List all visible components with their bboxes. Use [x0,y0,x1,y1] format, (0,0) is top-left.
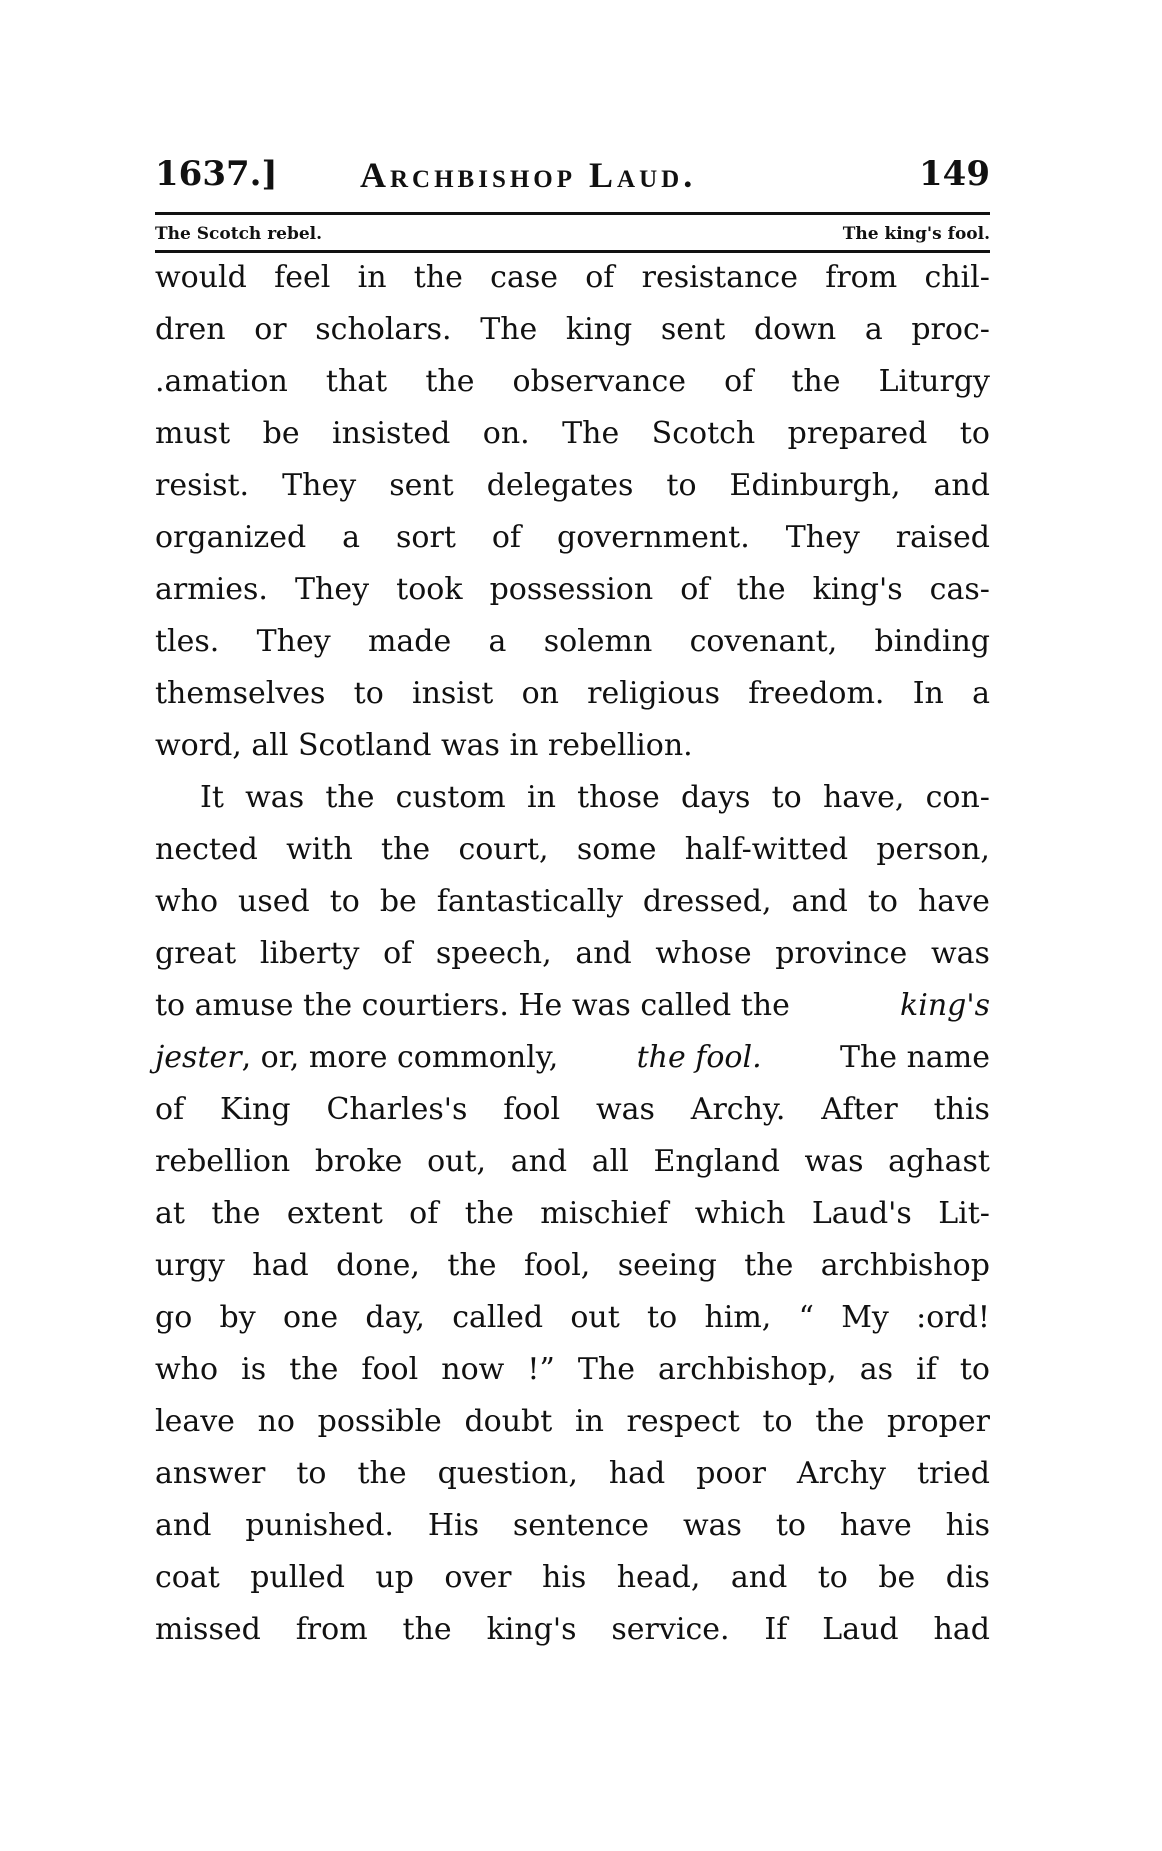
word: They [282,468,357,503]
word: England [653,1144,780,1179]
word: Liturgy [878,364,990,399]
word: his [945,1508,990,1543]
text-line [155,304,990,356]
word: in [357,260,387,295]
text-line [155,1240,990,1292]
text-line [155,1032,990,1084]
word: scholars. [315,312,452,347]
text-line [155,1188,990,1240]
text-line [155,356,990,408]
word: tried [916,1456,990,1491]
word: a [864,312,883,347]
word: up [375,1560,414,1595]
word: is [241,1352,267,1387]
word: by [219,1300,256,1335]
word: day, [365,1300,425,1335]
word: coat [155,1560,220,1595]
word: those [577,780,660,815]
word: person, [876,832,990,867]
word: religious [587,676,721,711]
paragraph-2 [155,772,990,1656]
word: with [286,832,353,867]
word: sent [389,468,454,503]
text-line [155,668,990,720]
word: con- [925,780,990,815]
paragraph-1 [155,252,990,772]
word: to [771,780,802,815]
word: case [490,260,558,295]
word: had [933,1612,990,1647]
word: to [775,1508,806,1543]
word: !” [527,1352,555,1387]
word: mischief [540,1196,669,1231]
word: prepared [787,416,928,451]
word: They [295,572,370,607]
word: fool [503,1092,561,1127]
word: and [791,884,848,919]
word: The [577,1352,635,1387]
text-line [155,564,990,616]
side-head-left: The Scotch rebel. [155,224,323,244]
word: king's [812,572,903,607]
body-text [155,252,990,1656]
word: court, [458,832,549,867]
word: proc- [911,312,990,347]
word: sort [396,520,456,555]
text-line [155,1448,990,1500]
text-line: word, all Scotland was in rebellion. [155,728,693,763]
word: of [409,1196,439,1231]
word: tles. [155,624,220,659]
word: have, [822,780,905,815]
word: liberty [259,936,360,971]
word: covenant, [689,624,838,659]
header-rule-top [155,212,990,215]
word: used [238,884,310,919]
word: in [574,1404,604,1439]
word: had [608,1456,666,1491]
word: They [785,520,860,555]
page-number: 149 [919,154,990,194]
word: Edinburgh, [729,468,901,503]
word: sentence [512,1508,650,1543]
text-line [155,460,990,512]
word: doubt [464,1404,553,1439]
word: the [791,364,841,399]
word: sent [660,312,726,347]
word: go [155,1300,193,1335]
word: was [682,1508,742,1543]
word: custom [395,780,506,815]
word: this [933,1092,990,1127]
word: “ [798,1300,814,1335]
word: nected [155,832,258,867]
word: in [526,780,556,815]
word: cas- [929,572,990,607]
word: poor [696,1456,766,1491]
word: Archy [796,1456,886,1491]
word: the [736,572,786,607]
word: would [155,260,247,295]
word: respect [626,1404,740,1439]
word: question, [437,1456,578,1491]
word: Laud's [811,1196,912,1231]
word: king [565,312,633,347]
word: one [282,1300,339,1335]
word: the [413,260,463,295]
text-line [155,616,990,668]
text-segment: to amuse the courtiers. He was called the [155,988,790,1023]
word: on. [482,416,530,451]
side-heads [155,222,990,250]
word: missed [155,1612,261,1647]
word: of [155,1092,185,1127]
word: dis [945,1560,990,1595]
word: have [839,1508,912,1543]
word: the [815,1404,865,1439]
word: the [447,1248,497,1283]
word: out [570,1300,620,1335]
word: armies. [155,572,268,607]
word: to [353,676,384,711]
word: no [257,1404,295,1439]
word: of [585,260,615,295]
word: resist. [155,468,250,503]
word: Charles's [326,1092,468,1127]
word: The [562,416,620,451]
word: delegates [486,468,634,503]
word: fool, [523,1248,591,1283]
text-line [155,1084,990,1136]
word: government. [557,520,750,555]
text-line [155,1292,990,1344]
running-head-year: 1637.] [155,154,278,194]
text-line [155,1396,990,1448]
word: as [859,1352,894,1387]
word: on [521,676,559,711]
word: him, [704,1300,772,1335]
word: feel [274,260,331,295]
word: possession [489,572,654,607]
word: called [452,1300,544,1335]
word: that [325,364,388,399]
word: have [917,884,990,919]
word: aghast [888,1144,990,1179]
word: and [730,1560,788,1595]
word: if [916,1352,937,1387]
word: the [402,1612,452,1647]
word: was [804,1144,864,1179]
running-head [155,152,990,202]
word: Scotch [651,416,756,451]
word: the [325,780,375,815]
text-segment-italic: king's [900,988,990,1023]
text-line [155,980,990,1032]
word: Archy. [690,1092,786,1127]
word: head, [616,1560,701,1595]
word: the [211,1196,261,1231]
word: the [381,832,431,867]
word: King [220,1092,291,1127]
word: was [930,936,990,971]
word: made [367,624,452,659]
word: to [867,884,898,919]
word: .amation [155,364,288,399]
word: His [427,1508,480,1543]
word: leave [155,1404,235,1439]
word: of [680,572,710,607]
word: days [680,780,751,815]
word: possible [317,1404,442,1439]
word: the [464,1196,514,1231]
word: organized [155,520,307,555]
word: of [491,520,522,555]
word: binding [874,624,990,659]
word: archbishop, [658,1352,837,1387]
word: raised [895,520,990,555]
word: some [576,832,657,867]
running-head-title: Archbishop Laud. [360,155,697,195]
word: and [933,468,990,503]
word: :ord! [916,1300,990,1335]
word: and [575,936,632,971]
word: to [666,468,697,503]
word: province [775,936,908,971]
word: freedom. [748,676,885,711]
word: of [724,364,754,399]
word: to [959,1352,990,1387]
word: was [245,780,305,815]
word: to [296,1456,327,1491]
word: whose [655,936,752,971]
word: fool [361,1352,419,1387]
word: resistance [641,260,798,295]
text-line [155,1552,990,1604]
word: done, [336,1248,420,1283]
word: half-witted [684,832,849,867]
word: insisted [332,416,451,451]
word: insist [411,676,494,711]
text-line [155,1604,990,1656]
text-line [155,408,990,460]
word: the [357,1456,407,1491]
word: solemn [543,624,653,659]
text-line [155,512,990,564]
word: great [155,936,237,971]
word: which [694,1196,786,1231]
word: took [396,572,463,607]
text-line [155,1344,990,1396]
word: chil- [924,260,990,295]
word: observance [512,364,687,399]
word: and [510,1144,568,1179]
word: After [821,1092,898,1127]
word: be [379,884,417,919]
word: to [762,1404,793,1439]
word: They [256,624,331,659]
word: the [744,1248,794,1283]
word: speech, [435,936,552,971]
word: was [595,1092,655,1127]
word: In [912,676,944,711]
word: Laud [822,1612,899,1647]
word: The [480,312,538,347]
word: fantastically [436,884,623,919]
word: archbishop [820,1248,990,1283]
word: who [155,884,219,919]
word: urgy [155,1248,225,1283]
word: a [972,676,990,711]
word: all [591,1144,629,1179]
word: now [441,1352,505,1387]
word: over [444,1560,512,1595]
text-line [155,928,990,980]
word: rebellion [155,1144,291,1179]
word: out, [427,1144,487,1179]
word: of [383,936,413,971]
word: punished. [245,1508,394,1543]
word: be [262,416,300,451]
word: who [155,1352,219,1387]
text-line [155,1136,990,1188]
text-line [155,252,990,304]
word: pulled [250,1560,345,1595]
text-line [155,1500,990,1552]
word: at [155,1196,185,1231]
text-segment-italic: the fool. [636,1040,762,1075]
word: seeing [617,1248,717,1283]
text-line [155,876,990,928]
word: down [753,312,837,347]
word: themselves [155,676,326,711]
text-segment-italic: jester [155,1040,242,1075]
text-segment-group [155,1032,558,1084]
word: to [647,1300,678,1335]
word: extent [286,1196,383,1231]
word: to [329,884,360,919]
word: from [825,260,898,295]
word: It [200,780,224,815]
word: answer [155,1456,266,1491]
word: proper [887,1404,990,1439]
side-head-right: The king's fool. [842,224,990,244]
word: king's [486,1612,577,1647]
word: be [878,1560,916,1595]
word: the [289,1352,339,1387]
word: Lit- [938,1196,990,1231]
text-segment: , or, more commonly, [241,1040,559,1075]
word: the [425,364,475,399]
word: My [841,1300,889,1335]
word: dressed, [642,884,772,919]
text-segment: The name [839,1040,990,1075]
text-line [155,824,990,876]
word: his [541,1560,587,1595]
text-line [155,772,990,824]
word: or [254,312,287,347]
word: to [959,416,990,451]
word: had [252,1248,309,1283]
word: broke [314,1144,403,1179]
word: a [488,624,507,659]
word: and [155,1508,212,1543]
word: service. [611,1612,730,1647]
word: a [342,520,361,555]
word: If [764,1612,788,1647]
word: to [817,1560,848,1595]
word: from [295,1612,368,1647]
word: dren [155,312,226,347]
word: must [155,416,231,451]
